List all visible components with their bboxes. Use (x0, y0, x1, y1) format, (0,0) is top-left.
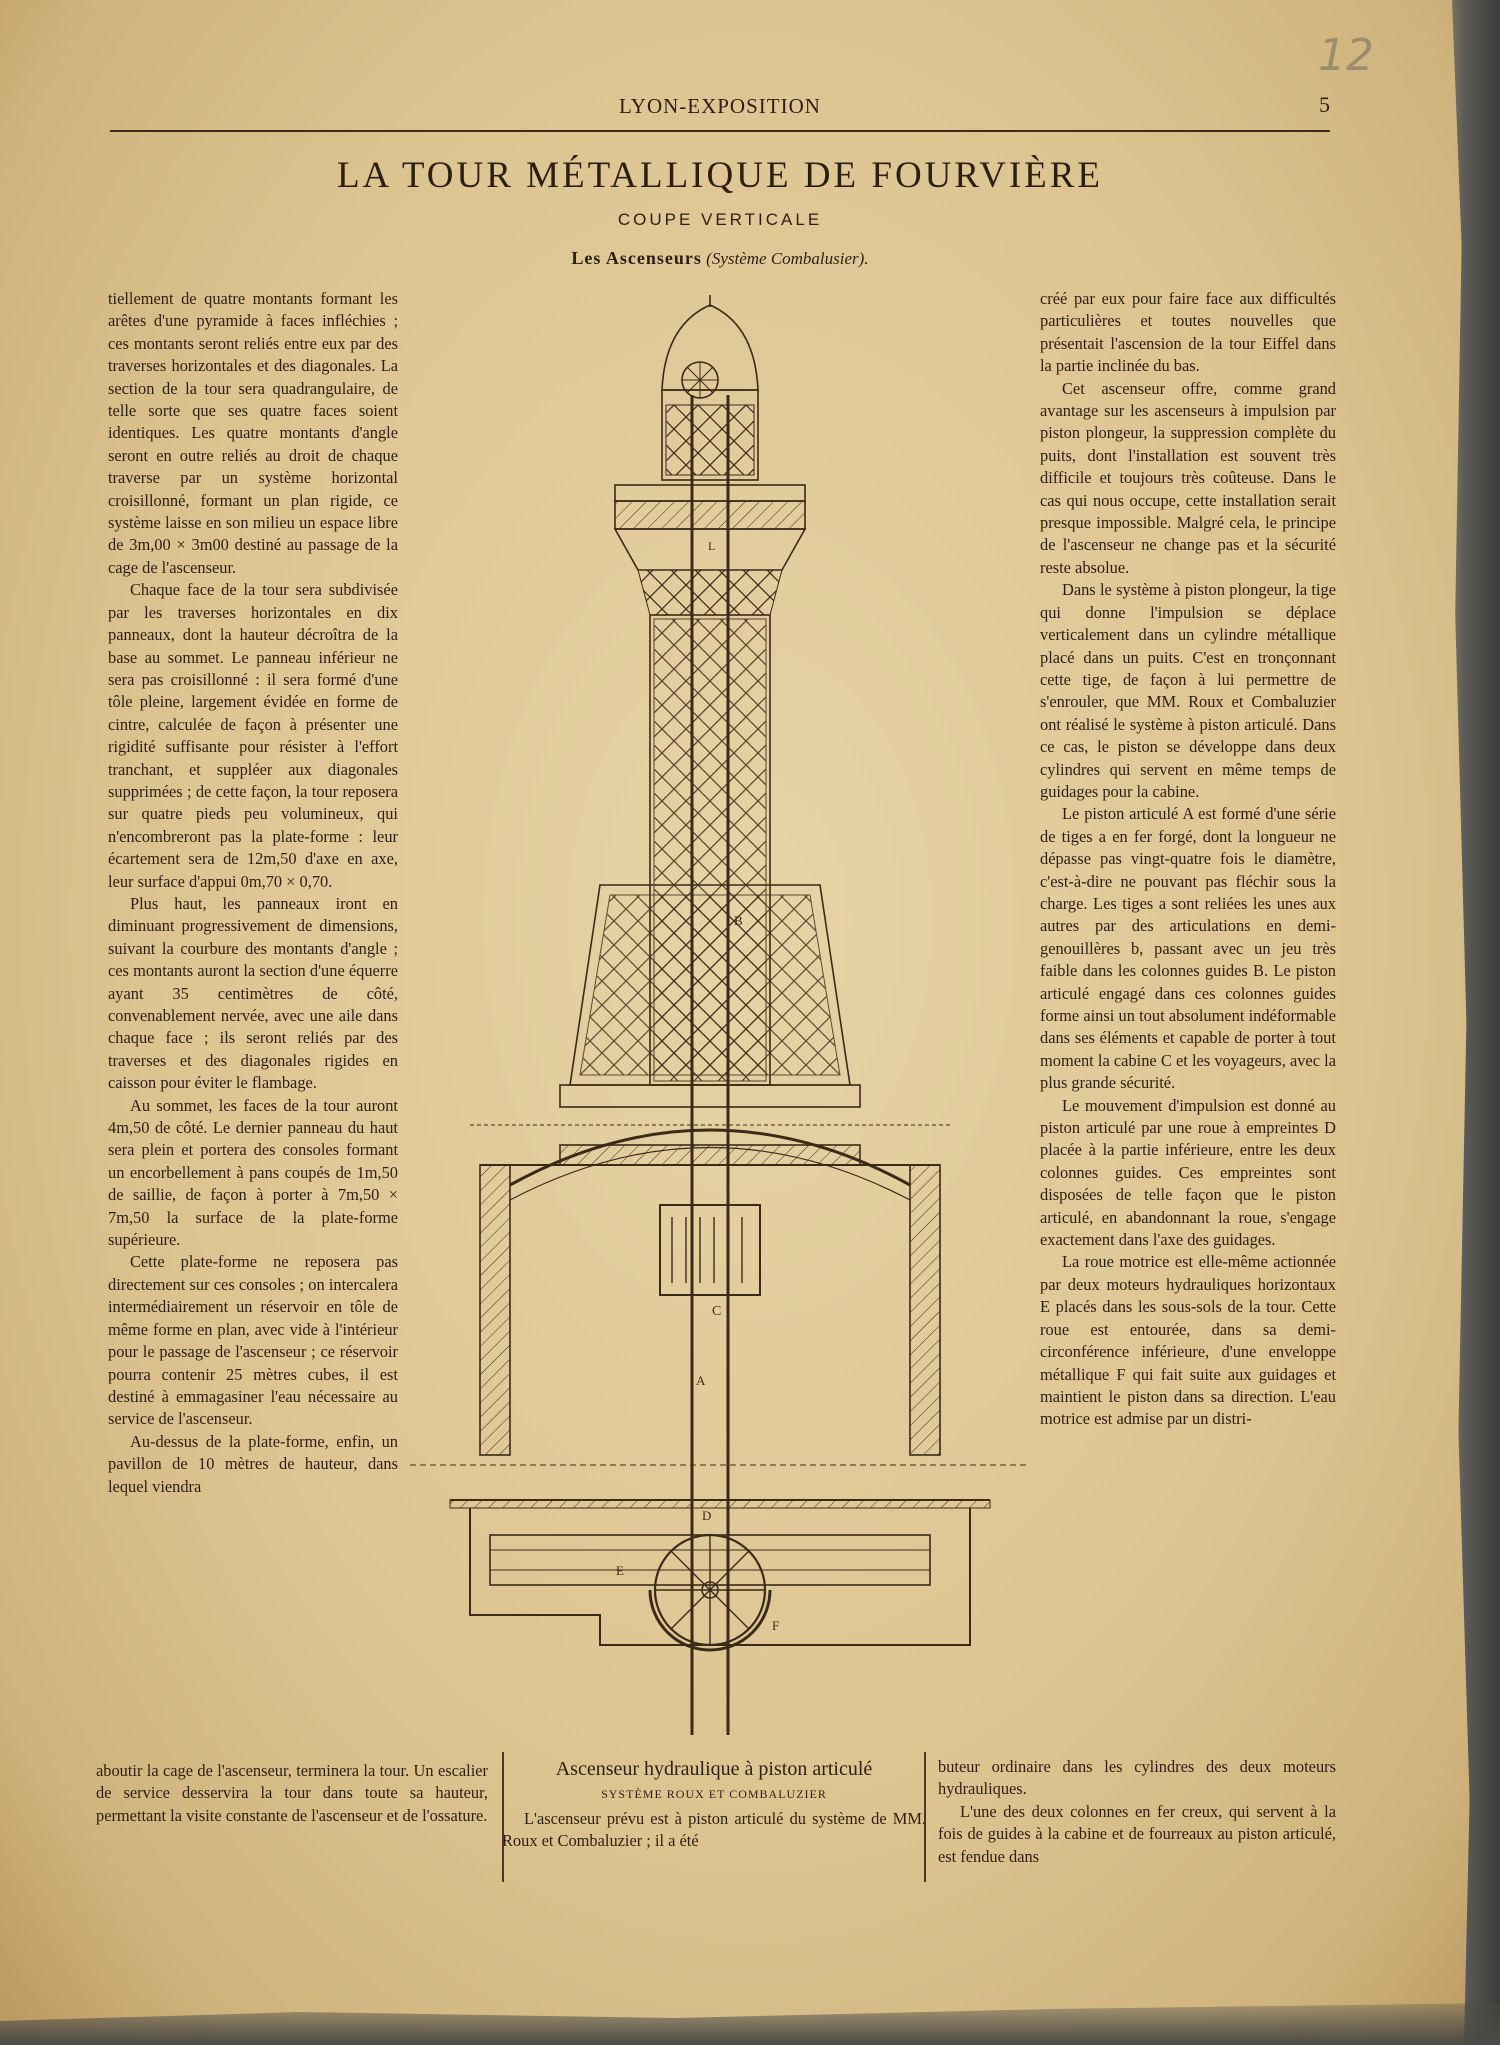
pavilion-roof (662, 305, 758, 390)
right-column (1040, 288, 1336, 1431)
left-column (108, 288, 398, 1498)
left-paragraph: Chaque face de la tour sera subdivisée par les traverses horizontales en dix panneaux, dont la hauteur décroîtra de la base au sommet. Le panneau inférieur ne sera pas croisillonné : il sera formé d'une tôle pleine, largement évidée en forme de cintre, calculée de façon à présenter une rigidité suffisante pour résister à l'effort tranchant, et suppléer aux diagonales supprimées ; de cette façon, la tour reposera sur quatre pieds peu volumineux, qui n'encombreront pas la plate-forme : leur écartement sera de 12m,50 d'axe en axe, leur surface d'appui 0m,70 × 0,70. (108, 580, 398, 891)
pencil-page-mark: 12 (1318, 30, 1374, 81)
illustration-caption-block (502, 1758, 926, 1853)
right-paragraph: créé par eux pour faire face aux difficultés particulières et toutes nouvelles que présentait l'ascension de la tour Eiffel dans la partie inclinée du bas. (1040, 289, 1336, 376)
article-subtitle: COUPE VERTICALE (617, 210, 823, 229)
right-continuation-text: L'une des deux colonnes en fer creux, qui servent à la fois de guides à la cabine et de fourreaux au piston articulé, est fendue dans (938, 1801, 1336, 1866)
left-column-continuation (96, 1760, 488, 1827)
left-paragraph: Au-dessus de la plate-forme, enfin, un pavillon de 10 mètres de hauteur, dans lequel viendra (108, 1431, 398, 1496)
right-paragraph: La roue motrice est elle-même actionnée par deux moteurs hydrauliques horizontaux E placés dans les sous-sols de la tour. Cette roue est entourée, dans sa demi-circonférence inférieure, d'une enveloppe métallique F qui fait suite aux guidages et maintient le piston dans sa direction. L'eau motrice est admise par un distri- (1040, 1252, 1336, 1429)
illustration-title: Ascenseur hydraulique à piston articulé (555, 1758, 873, 1780)
reservoir (615, 501, 805, 529)
left-paragraph: tiellement de quatre montants formant les arêtes d'une pyramide à faces infléchies ; ces montants seront reliés entre eux par des traverses horizontales et des diagonales. La section de la tour sera quadrangulaire, de telle sorte que ses quatre faces soient identiques. Les quatre montants d'angle seront en outre reliés au droit de chaque traverse par un système horizontal croisillonné, formant un plan rigide, ce système laisse en son milieu un espace libre de 3m,00 × 3m00 destiné au passage de la cage de l'ascenseur. (108, 289, 398, 577)
figure-caption-system: (Système Combalusier). (706, 249, 869, 268)
label-c: C (712, 1304, 722, 1319)
illustration-text-block (502, 1808, 926, 1853)
pavilion-lattice (666, 405, 754, 475)
illustration-subtitle: SYSTÈME ROUX ET COMBALUZIER (601, 1787, 827, 1801)
elevator-cabin (660, 1205, 760, 1295)
right-paragraph: Cet ascenseur offre, comme grand avantage sur les ascenseurs à impulsion par piston plongeur, la suppression complète du puits, dont l'installation est souvent très difficile et toujours très coûteuse. Dans le cas qui nous occupe, cette installation serait presque impossible. Malgré cela, le principe de l'ascenseur ne change pas et la sécurité reste absolue. (1040, 378, 1336, 577)
label-e: E (616, 1563, 624, 1578)
tower-section-svg (410, 285, 1030, 1755)
label-l: L (708, 539, 716, 553)
base-leg-left (480, 1165, 510, 1455)
left-paragraph: Cette plate-forme ne reposera pas directement sur ces consoles ; on intercalera intermédiairement un réservoir en tôle de même forme en plan, avec vide à l'intérieur pour le passage de l'ascenseur ; ce réservoir pourra contenir 25 mètres cubes, il est destiné à emmagasiner l'eau nécessaire au service de l'ascenseur. (108, 1252, 398, 1429)
running-header (110, 90, 1330, 132)
right-paragraph: Le mouvement d'impulsion est donné au piston articulé par une roue à empreintes D placée à la partie inférieure, entre les deux colonnes guides. Ces empreintes sont disposées de telle façon que le piston articulé, en abandonnant la roue, s'engage exactement dans l'axe des guidages. (1040, 1095, 1336, 1250)
label-f: F (772, 1618, 780, 1633)
illustration-text: L'ascenseur prévu est à piston articulé du système de MM. Roux et Combaluzier ; il a été (502, 1809, 926, 1851)
left-paragraph: Plus haut, les panneaux iront en diminuant progressivement de dimensions, suivant la courbure des montants d'angle ; ces montants auront la section d'une équerre ayant 35 centimètres de côté, convenablement nervée, avec une aile dans chaque face ; ils seront reliés par des traverses et des diagonales rigides en caisson pour éviter le flambage. (108, 893, 398, 1093)
right-paragraph: Dans le système à piston plongeur, la tige qui donne l'impulsion se déplace verticalement dans un cylindre métallique placé dans un puits. C'est en tronçonnant cette tige, de façon à lui permettre de s'enrouler, que MM. Roux et Combaluzier ont réalisé le système à piston articulé. Dans ce cas, le piston se développe dans deux cylindres qui servent en même temps de guidages pour la cabine. (1040, 580, 1336, 801)
right-column-continuation (938, 1756, 1336, 1868)
label-b: B (734, 913, 743, 928)
left-paragraph: Au sommet, les faces de la tour auront 4m,50 de côté. Le dernier panneau du haut sera plein et portera des consoles formant un encorbellement à pans coupés de 1m,50 de saillie, de façon à porter à 7m,50 × 7m,50 la surface de la plate-forme supérieure. (108, 1095, 398, 1250)
label-d: D (702, 1508, 712, 1523)
upper-platform (615, 485, 805, 501)
journal-title: LYON-EXPOSITION (619, 94, 821, 118)
basement-outline (470, 1508, 970, 1645)
label-a: A (696, 1373, 706, 1388)
page-number: 5 (1319, 92, 1330, 117)
right-continuation-text: buteur ordinaire dans les cylindres des deux moteurs hydrauliques. (938, 1757, 1336, 1799)
figure-caption (110, 248, 1330, 269)
intermediate-platform (560, 1085, 860, 1107)
elevator-cross-section-drawing (410, 285, 1030, 1755)
figure-caption-main: Les Ascenseurs (571, 248, 702, 268)
right-paragraph: Le piston articulé A est formé d'une série de tiges a en fer forgé, dont la longueur ne dépasse pas vingt-quatre fois le diamètre, c'est-à-dire ne pouvant pas fléchir sous la charge. Les tiges a sont reliées les unes aux autres par des articulations en demi-genouillères b, passant avec un jeu très faible dans les colonnes guides B. Le piston articulé engagé dans ces colonnes guides forme ainsi un tout absolument indéformable dans ses éléments et capable de porter à tout moment la cabine C et les voyageurs, avec la plus grande sécurité. (1040, 804, 1336, 1093)
base-leg-right (910, 1165, 940, 1455)
article-title: LA TOUR MÉTALLIQUE DE FOURVIÈRE (336, 155, 1104, 196)
left-continuation-text: aboutir la cage de l'ascenseur, terminera la tour. Un escalier de service desservira la tour dans toute sa hauteur, permettant la visite constante de l'ascenseur et de l'ossature. (96, 1761, 488, 1825)
